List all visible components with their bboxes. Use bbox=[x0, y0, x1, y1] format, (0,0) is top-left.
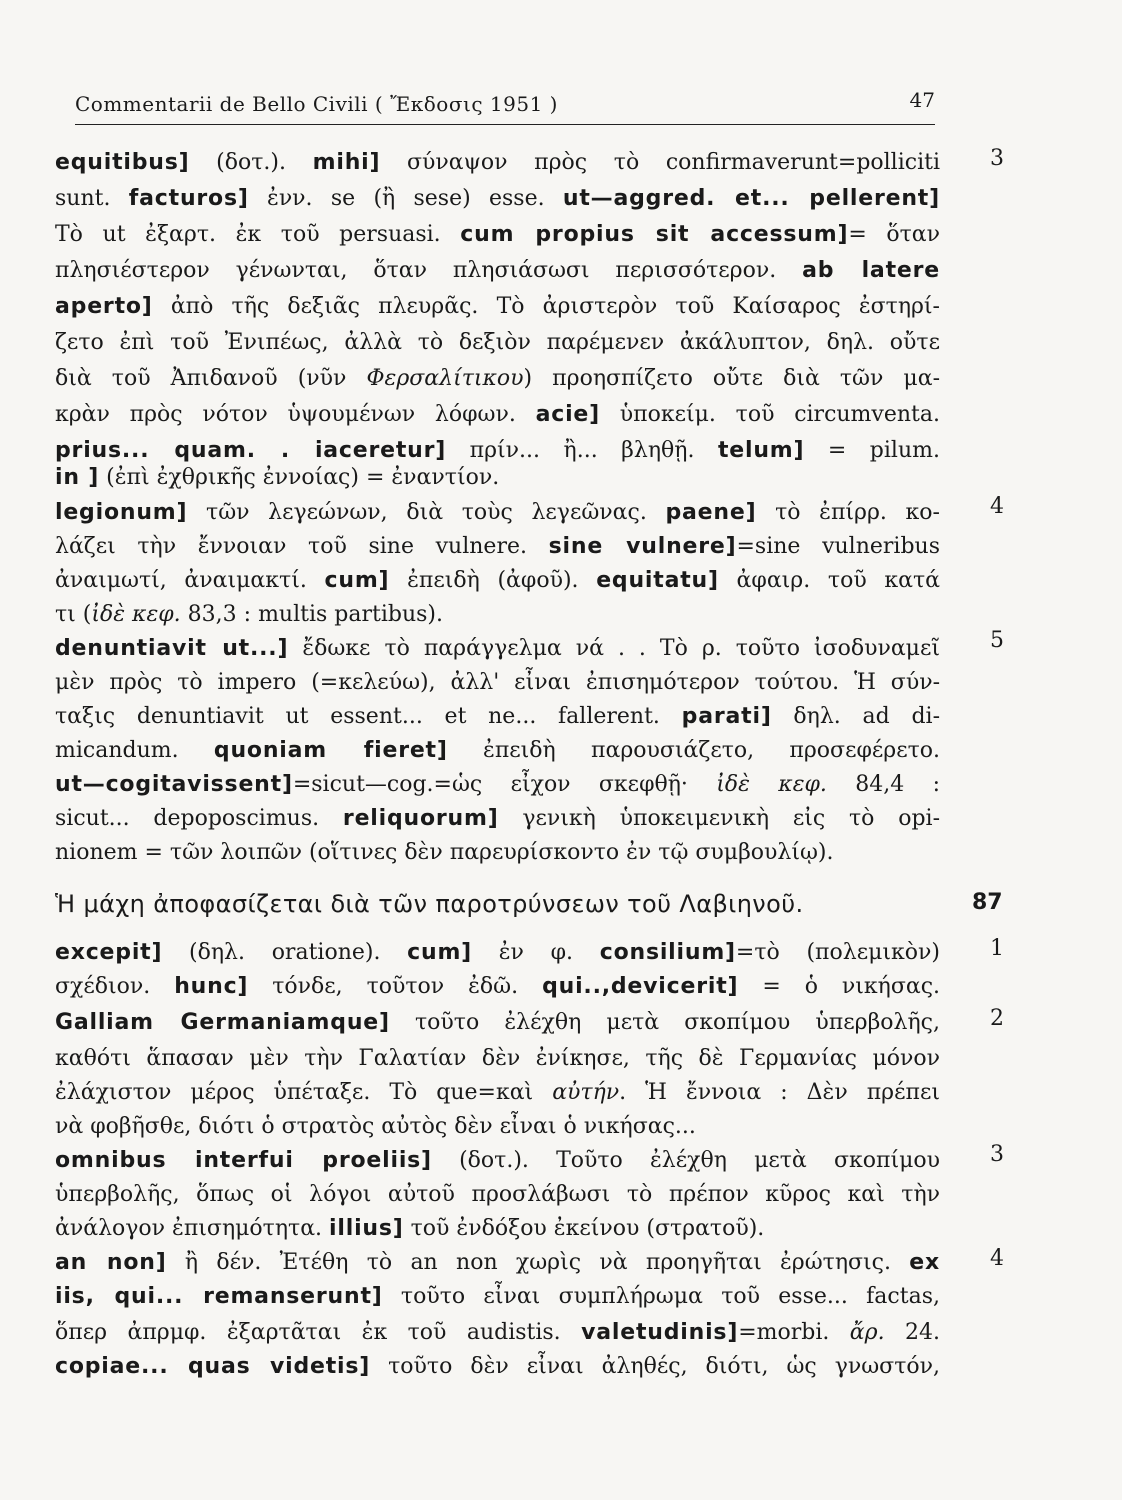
lemma: illius] bbox=[329, 1216, 404, 1241]
margin-number: 4 bbox=[990, 1246, 1004, 1271]
text-line: denuntiavit ut...] ἔδωκε τὸ παράγγελμα νά . . Τὸ ρ. τοῦτο ἰσοδυναμεῖ bbox=[55, 636, 940, 661]
text-line: omnibus interfui proeliis] (δοτ.). Τοῦτο ἐλέχθη μετὰ σκοπίμου bbox=[55, 1148, 940, 1173]
text-line: aperto] ἀπὸ τῆς δεξιᾶς πλευρᾶς. Τὸ ἀριστερὸν τοῦ Καίσαρος ἐστηρί- bbox=[55, 294, 940, 319]
text-line: in ] (ἐπὶ ἐχθρικῆς ἐννοίας) = ἐναντίον. bbox=[55, 465, 500, 490]
lemma: sine vulnere] bbox=[548, 534, 737, 559]
margin-number: 5 bbox=[990, 628, 1004, 653]
lemma: omnibus interfui proeliis] bbox=[55, 1148, 432, 1173]
text-line: nionem = τῶν λοιπῶν (οἵτινες δὲν παρευρίσκοντο ἐν τῷ συμβουλίῳ). bbox=[55, 840, 834, 865]
text-line: τι (ἰδὲ κεφ. 83,3 : multis partibus). bbox=[55, 602, 444, 627]
text-line: an non] ἢ δέν. Ἐτέθη τὸ an non χωρὶς νὰ προηγῆται ἐρώτησις. ex bbox=[55, 1250, 940, 1275]
lemma: excepit] bbox=[55, 940, 163, 965]
section-heading: Ἡ μάχη ἀποφασίζεται διὰ τῶν παροτρύνσεων τοῦ Λαβιηνοῦ. bbox=[55, 890, 804, 918]
margin-number: 3 bbox=[990, 146, 1004, 171]
lemma: parati] bbox=[681, 704, 772, 729]
lemma: reliquorum] bbox=[342, 806, 499, 831]
text-line: ταξις denuntiavit ut essent... et ne... fallerent. parati] δηλ. ad di- bbox=[55, 704, 940, 729]
lemma: iis, qui... remanserunt] bbox=[55, 1284, 383, 1309]
lemma: in ] bbox=[55, 465, 100, 490]
text-line: micandum. quoniam fieret] ἐπειδὴ παρουσιάζετο, προσεφέρετο. bbox=[55, 738, 940, 763]
lemma: telum] bbox=[717, 438, 805, 463]
text-line: ut—cogitavissent]=sicut—cog.=ὡς εἶχον σκεφθῇ· ἰδὲ κεφ. 84,4 : bbox=[55, 772, 940, 797]
text-line: διὰ τοῦ Ἀπιδανοῦ (νῦν Φερσαλίτικου) προησπίζετο οὔτε διὰ τῶν μα- bbox=[55, 366, 940, 391]
text-line: μὲν πρὸς τὸ impero (=κελεύω), ἀλλ' εἶναι ἐπισημότερον τούτου. Ἡ σύν- bbox=[55, 670, 940, 695]
lemma: an non] bbox=[55, 1250, 167, 1275]
text-line: sunt. facturos] ἐνν. se (ἢ sese) esse. ut—aggred. et... pellerent] bbox=[55, 186, 940, 211]
margin-number: 2 bbox=[990, 1006, 1004, 1031]
text-line: ὑπερβολῆς, ὅπως οἱ λόγοι αὐτοῦ προσλάβωσι τὸ πρέπον κῦρος καὶ τὴν bbox=[55, 1182, 940, 1207]
text-line: καθότι ἅπασαν μὲν τὴν Γαλατίαν δὲν ἐνίκησε, τῆς δὲ Γερμανίας μόνον bbox=[55, 1046, 940, 1071]
text-line: ὅπερ ἀπρμφ. ἐξαρτᾶται ἐκ τοῦ audistis. valetudinis]=morbi. ἄρ. 24. bbox=[55, 1320, 940, 1345]
lemma: mihi] bbox=[312, 150, 381, 175]
text-line: equitibus] (δοτ.). mihi] σύναψον πρὸς τὸ confirmaverunt=polliciti bbox=[55, 150, 940, 175]
lemma: equitatu] bbox=[596, 568, 719, 593]
text-line: ζετο ἐπὶ τοῦ Ἐνιπέως, ἀλλὰ τὸ δεξιὸν παρέμενεν ἀκάλυπτον, δηλ. οὔτε bbox=[55, 330, 940, 355]
lemma: ut—aggred. et... pellerent] bbox=[562, 186, 940, 211]
text-line: legionum] τῶν λεγεώνων, διὰ τοὺς λεγεῶνας. paene] τὸ ἐπίρρ. κο- bbox=[55, 500, 940, 525]
text-line: λάζει τὴν ἔννοιαν τοῦ sine vulnere. sine vulnere]=sine vulneribus bbox=[55, 534, 940, 559]
lemma: cum] bbox=[324, 568, 390, 593]
lemma: hunc] bbox=[174, 974, 249, 999]
text-line: ἀναιμωτί, ἀναιμακτί. cum] ἐπειδὴ (ἀφοῦ). equitatu] ἀφαιρ. τοῦ κατά bbox=[55, 568, 940, 593]
text-line: ἀνάλογον ἐπισημότητα. illius] τοῦ ἐνδόξου ἐκείνου (στρατοῦ). bbox=[55, 1216, 765, 1241]
lemma: denuntiavit ut...] bbox=[55, 636, 289, 661]
lemma: ab latere bbox=[802, 258, 940, 283]
margin-number: 1 bbox=[990, 936, 1004, 961]
lemma: consilium] bbox=[599, 940, 736, 965]
lemma: valetudinis] bbox=[581, 1320, 739, 1345]
text-line: ἐλάχιστον μέρος ὑπέταξε. Τὸ que=καὶ αὐτήν. Ἡ ἔννοια : Δὲν πρέπει bbox=[55, 1080, 940, 1105]
margin-number: 3 bbox=[990, 1142, 1004, 1167]
lemma: cum propius sit accessum] bbox=[460, 222, 849, 247]
lemma: acie] bbox=[535, 402, 600, 427]
lemma: ut—cogitavissent] bbox=[55, 772, 293, 797]
page-header bbox=[75, 88, 935, 125]
running-title: Commentarii de Bello Civili ( Ἔκδοσις 1951 ) bbox=[75, 92, 558, 116]
text-line: sicut... depoposcimus. reliquorum] γενικὴ ὑποκειμενικὴ εἰς τὸ opi- bbox=[55, 806, 940, 831]
text-line: Galliam Germaniamque] τοῦτο ἐλέχθη μετὰ σκοπίμου ὑπερβολῆς, bbox=[55, 1010, 940, 1035]
lemma: facturos] bbox=[128, 186, 249, 211]
text-line: πλησιέστερον γένωνται, ὅταν πλησιάσωσι περισσότερον. ab latere bbox=[55, 258, 940, 283]
text-line: prius... quam. . iaceretur] πρίν... ἢ... βληθῇ. telum] = pilum. bbox=[55, 438, 940, 463]
page-number: 47 bbox=[909, 88, 935, 112]
lemma: qui..,devicerit] bbox=[542, 974, 739, 999]
text-line: κρὰν πρὸς νότον ὑψουμένων λόφων. acie] ὑποκείμ. τοῦ circumventa. bbox=[55, 402, 940, 427]
lemma: cum] bbox=[407, 940, 473, 965]
lemma: prius... quam. . iaceretur] bbox=[55, 438, 447, 463]
lemma: copiae... quas videtis] bbox=[55, 1354, 371, 1379]
text-line: νὰ φοβῆσθε, διότι ὁ στρατὸς αὐτὸς δὲν εἶναι ὁ νικήσας... bbox=[55, 1114, 696, 1139]
lemma: ex bbox=[909, 1250, 940, 1275]
lemma: legionum] bbox=[55, 500, 188, 525]
lemma: quoniam fieret] bbox=[213, 738, 448, 763]
text-line: iis, qui... remanserunt] τοῦτο εἶναι συμπλήρωμα τοῦ esse... factas, bbox=[55, 1284, 940, 1309]
chapter-number: 87 bbox=[972, 890, 1003, 915]
margin-number: 4 bbox=[990, 494, 1004, 519]
text-line: excepit] (δηλ. oratione). cum] ἐν φ. consilium]=τὸ (πολεμικὸν) bbox=[55, 940, 940, 965]
text-line: Τὸ ut ἐξαρτ. ἐκ τοῦ persuasi. cum propius sit accessum]= ὅταν bbox=[55, 222, 940, 247]
lemma: equitibus] bbox=[55, 150, 190, 175]
lemma: aperto] bbox=[55, 294, 153, 319]
lemma: paene] bbox=[665, 500, 757, 525]
text-line: σχέδιον. hunc] τόνδε, τοῦτον ἐδῶ. qui..,devicerit] = ὁ νικήσας. bbox=[55, 974, 940, 999]
text-line: copiae... quas videtis] τοῦτο δὲν εἶναι ἀληθές, διότι, ὡς γνωστόν, bbox=[55, 1354, 940, 1379]
lemma: Galliam Germaniamque] bbox=[55, 1010, 390, 1035]
